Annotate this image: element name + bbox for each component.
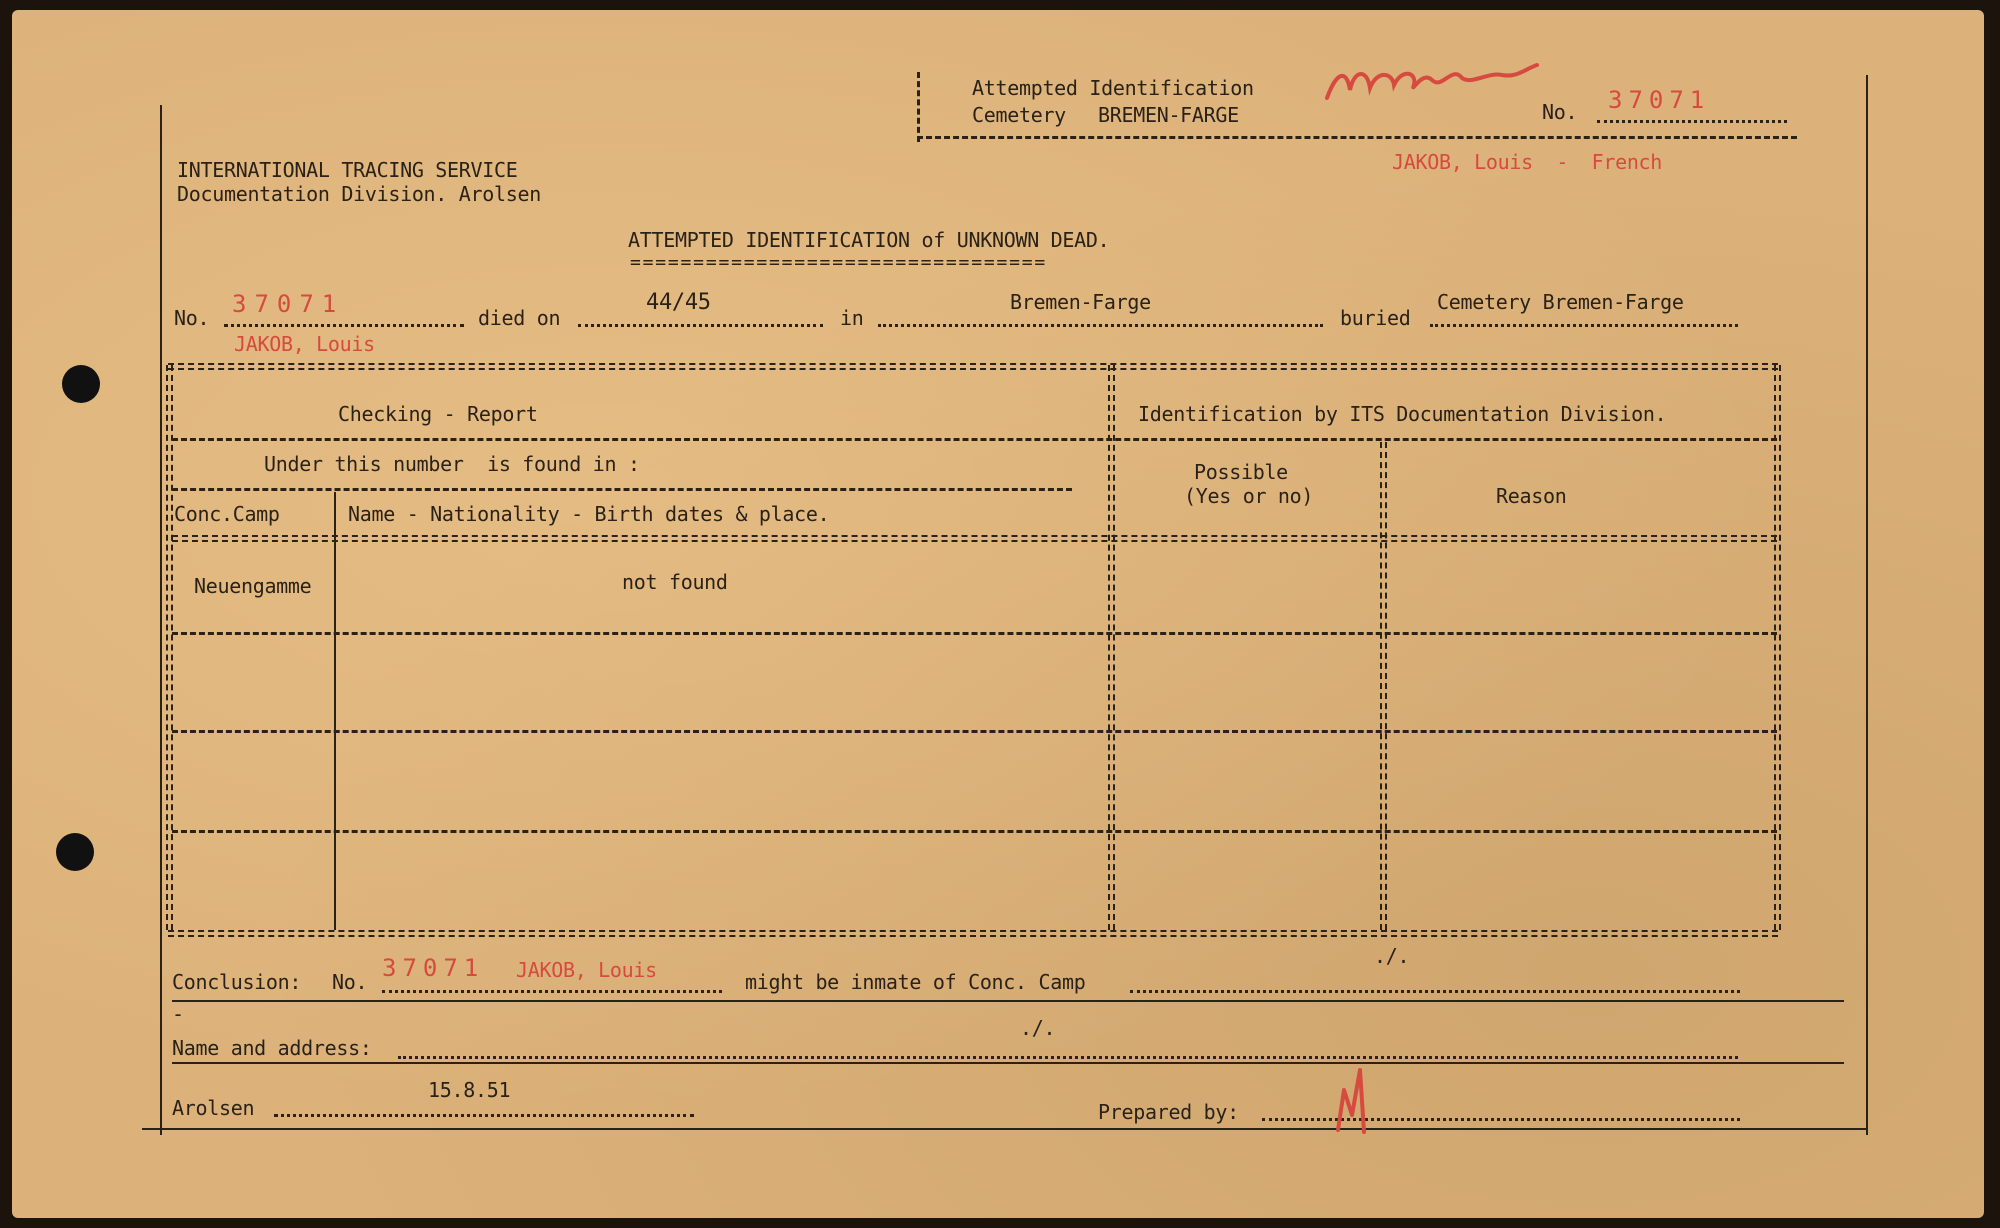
table-row-sep-2 bbox=[172, 730, 1777, 733]
conclusion-no-label: No. bbox=[332, 970, 368, 994]
footer-date-value: 15.8.51 bbox=[428, 1078, 511, 1102]
punch-hole-top bbox=[62, 365, 100, 403]
header-name-line: JAKOB, Louis - French bbox=[1392, 150, 1663, 174]
conclusion-no-value: 37071 bbox=[382, 954, 485, 982]
table-top-border bbox=[168, 363, 1778, 370]
header-no-label: No. bbox=[1542, 100, 1578, 124]
attempted-identification-label: Attempted Identification bbox=[972, 76, 1254, 100]
record-died-dots bbox=[578, 324, 823, 327]
bottom-border-line bbox=[142, 1128, 1867, 1130]
table-possible-divider bbox=[1380, 442, 1387, 930]
its-index-card bbox=[12, 10, 1984, 1218]
record-no-label: No. bbox=[174, 306, 210, 330]
conclusion-label: Conclusion: bbox=[172, 970, 302, 994]
footer-place-label: Arolsen bbox=[172, 1096, 255, 1120]
handwritten-signature bbox=[1330, 1060, 1390, 1140]
header-cemetery-label: Cemetery bbox=[972, 103, 1066, 127]
record-in-dots bbox=[878, 324, 1323, 327]
record-died-value: 44/45 bbox=[646, 290, 711, 315]
conclusion-underline bbox=[172, 1000, 1844, 1002]
table-header-bottom bbox=[172, 535, 1777, 542]
document-title-underline: ================================= bbox=[630, 252, 1048, 273]
table-row-sep-3 bbox=[172, 830, 1777, 833]
table-row-1-camp: Neuengamme bbox=[194, 574, 312, 598]
checking-report-header: Checking - Report bbox=[338, 402, 538, 426]
record-in-label: in bbox=[840, 306, 864, 330]
right-border-line bbox=[1866, 75, 1868, 1135]
record-buried-dots bbox=[1430, 324, 1738, 327]
under-number-header: Under this number is found in : bbox=[264, 452, 640, 476]
record-died-label: died on bbox=[478, 306, 561, 330]
org-line-1: INTERNATIONAL TRACING SERVICE bbox=[177, 158, 518, 182]
conclusion-name-value: JAKOB, Louis bbox=[516, 958, 657, 982]
punch-hole-bottom bbox=[56, 833, 94, 871]
header-cemetery-value: BREMEN-FARGE bbox=[1098, 103, 1239, 127]
record-no-dots bbox=[224, 324, 464, 327]
address-value: ./. bbox=[1020, 1016, 1056, 1040]
table-header-sep-1 bbox=[172, 438, 1777, 441]
address-label: Name and address: bbox=[172, 1036, 372, 1060]
conclusion-no-dots bbox=[382, 990, 722, 993]
table-row-sep-1 bbox=[172, 632, 1777, 635]
table-camp-divider bbox=[334, 492, 336, 930]
address-dots bbox=[398, 1056, 1738, 1059]
record-no-value: 37071 bbox=[232, 290, 345, 318]
header-no-value: 37071 bbox=[1608, 86, 1711, 114]
column-camp-header: Conc.Camp bbox=[174, 502, 280, 526]
header-box-left bbox=[917, 72, 920, 142]
table-right-border bbox=[1774, 365, 1781, 930]
footer-prepared-label: Prepared by: bbox=[1098, 1100, 1239, 1124]
handwritten-none-text bbox=[1342, 40, 1344, 41]
yes-no-header: (Yes or no) bbox=[1184, 484, 1314, 508]
record-in-value: Bremen-Farge bbox=[1010, 290, 1151, 314]
identification-header: Identification by ITS Documentation Division. bbox=[1138, 402, 1667, 426]
conclusion-might-be: might be inmate of Conc. Camp bbox=[745, 970, 1086, 994]
document-title: ATTEMPTED IDENTIFICATION of UNKNOWN DEAD. bbox=[628, 228, 1110, 252]
record-name: JAKOB, Louis bbox=[234, 332, 375, 356]
reason-header: Reason bbox=[1496, 484, 1567, 508]
table-row-1-name: not found bbox=[622, 570, 728, 594]
table-header-sep-2 bbox=[172, 488, 1072, 491]
address-underline bbox=[172, 1062, 1844, 1064]
left-border-line bbox=[160, 105, 162, 1135]
column-name-header: Name - Nationality - Birth dates & place. bbox=[348, 502, 830, 526]
table-left-border bbox=[166, 365, 173, 930]
record-buried-value: Cemetery Bremen-Farge bbox=[1437, 290, 1684, 314]
conclusion-dash: - bbox=[172, 1002, 184, 1026]
header-no-dots bbox=[1597, 120, 1787, 123]
table-mid-divider bbox=[1108, 365, 1115, 930]
header-box-bottom bbox=[917, 136, 1797, 139]
handwritten-none-annotation bbox=[1322, 50, 1542, 110]
footer-date-dots bbox=[274, 1114, 694, 1117]
conclusion-camp-value: ./. bbox=[1374, 944, 1410, 968]
org-line-2: Documentation Division. Arolsen bbox=[177, 182, 541, 206]
table-bottom-border bbox=[168, 930, 1778, 937]
conclusion-camp-dots bbox=[1130, 990, 1740, 993]
possible-header: Possible bbox=[1194, 460, 1288, 484]
record-buried-label: buried bbox=[1340, 306, 1411, 330]
